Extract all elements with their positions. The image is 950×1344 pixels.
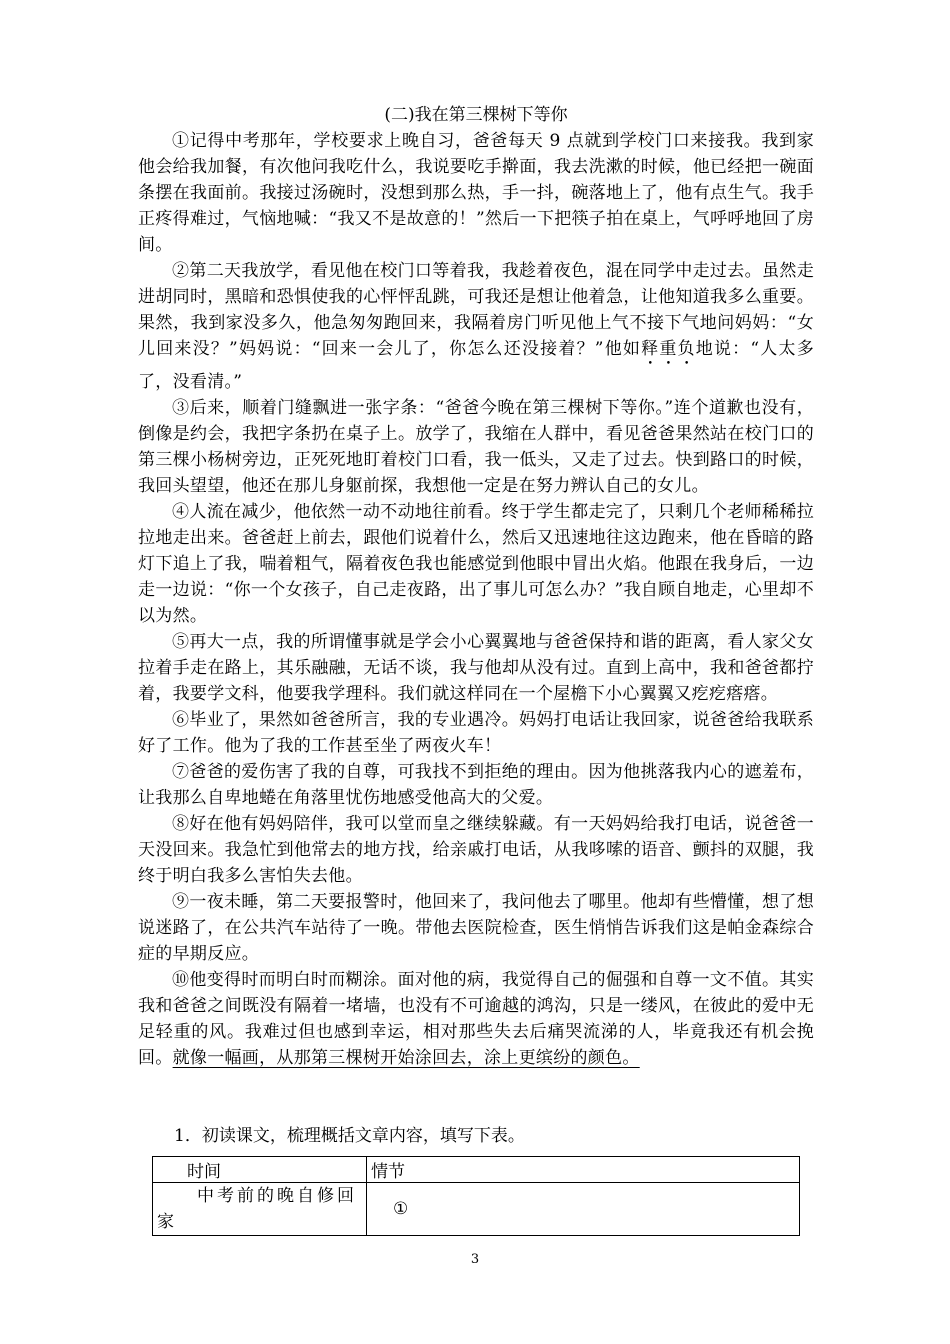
paragraph-5: ⑤再大一点，我的所谓懂事就是学会小心翼翼地与爸爸保持和谐的距离，看人家父女拉着手走在路上，其乐融融，无话不谈，我与他却从没有过。直到上高中，我和爸爸都拧着，我要学文科，他要我学理科。我们就这样同在一个屋檐下小心翼翼又疙疙瘩瘩。 [138,632,814,704]
article-title: (二)我在第三棵树下等你 [384,105,568,125]
summary-table [152,1156,800,1236]
paragraph-9: ⑨一夜未睡，第二天要报警时，他回来了，我问他去了哪里。他却有些懵懂，想了想说迷路了，在公共汽车站待了一晚。带他去医院检查，医生悄悄告诉我们这是帕金森综合症的早期反应。 [138,892,814,964]
underlined-sentence: 就像一幅画，从那第三棵树开始涂回去，涂上更缤纷的颜色。 [172,1048,640,1068]
paragraph-7: ⑦爸爸的爱伤害了我的自尊，可我找不到拒绝的理由。因为他挑落我内心的遮羞布，让我那么自卑地蜷在角落里忧伤地感受他高大的父爱。 [138,762,814,808]
paragraph-2-text: ②第二天我放学，看见他在校门口等着我，我趁着夜色，混在同学中走过去。虽然走进胡同时，黑暗和恐惧使我的心怦怦乱跳，可我还是想让他着急，让他知道我多么重要。果然，我到家没多久，他急匆匆跑回来，我隔着房门听见他上气不接下气地问妈妈：“女儿回来没？”妈妈说：“回来一会儿了，你怎么还没接着？”他如 [138,261,814,359]
cell-time: 中考前的晚自修回家 [153,1183,367,1236]
emphasized-phrase: 释重负 [641,339,696,359]
paragraph-4: ④人流在减少，他依然一动不动地往前看。终于学生都走完了，只剩几个老师稀稀拉拉地走出来。爸爸赶上前去，跟他们说着什么，然后又迅速地往这边跑来，他在昏暗的路灯下追上了我，喘着粗气，隔着夜色我也能感觉到他眼中冒出火焰。他跟在我身后，一边走一边说：“你一个女孩子，自己走夜路，出了事儿可怎么办？”我自顾自地走，心里却不以为然。 [138,502,814,626]
page-number: 3 [470,1252,480,1267]
paragraph-1: ①记得中考那年，学校要求上晚自习，爸爸每天 9 点就到学校门口来接我。我到家他会给我加餐，有次他问我吃什么，我说要吃手擀面，我去洗漱的时候，他已经把一碗面条摆在我面前。我接过汤碗时，没想到那么热，手一抖，碗落地上了，他有点生气。我手正疼得难过，气恼地喊：“我又不是故意的！”然后一下把筷子拍在桌上，气呼呼地回了房间。 [138,131,814,255]
table-row [153,1183,800,1236]
table-header-row [153,1157,800,1183]
paragraph-2-tail: 地说：“人太多了，没看清。” [138,339,814,392]
question-1: 1．初读课文，梳理概括文章内容，填写下表。 [174,1126,525,1146]
header-time: 时间 [153,1157,367,1183]
paragraph-6: ⑥毕业了，果然如爸爸所言，我的专业遇冷。妈妈打电话让我回家，说爸爸给我联系好了工作。他为了我的工作甚至坐了两夜火车！ [138,710,814,756]
paragraph-10-text: ⑩他变得时而明白时而糊涂。面对他的病，我觉得自己的倔强和自尊一文不值。其实我和爸爸之间既没有隔着一堵墙，也没有不可逾越的鸿沟，只是一缕风，在彼此的爱中无足轻重的风。我难过但也感到幸运，相对那些失去后痛哭流涕的人，毕竟我还有机会挽回。 [138,970,814,1068]
paragraph-3: ③后来，顺着门缝飘进一张字条：“爸爸今晚在第三棵树下等你。”连个道歉也没有，倒像是约会，我把字条扔在桌子上。放学了，我缩在人群中，看见爸爸果然站在校门口的第三棵小杨树旁边，正死死地盯着校门口看，我一低头，又走了过去。快到路口的时候，我回头望望，他还在那儿身躯前探，我想他一定是在努力辨认自己的女儿。 [138,398,814,496]
paragraph-8: ⑧好在他有妈妈陪伴，我可以堂而皇之继续躲藏。有一天妈妈给我打电话，说爸爸一天没回来。我急忙到他常去的地方找，给亲戚打电话，从我哆嗦的语音、颤抖的双腿，我终于明白我多么害怕失去他。 [138,814,814,886]
paragraph-10 [138,967,814,1071]
paragraph-2 [138,258,814,395]
cell-plot-blank[interactable]: ① [367,1183,800,1236]
header-plot: 情节 [367,1157,800,1183]
document-body [138,98,814,1071]
